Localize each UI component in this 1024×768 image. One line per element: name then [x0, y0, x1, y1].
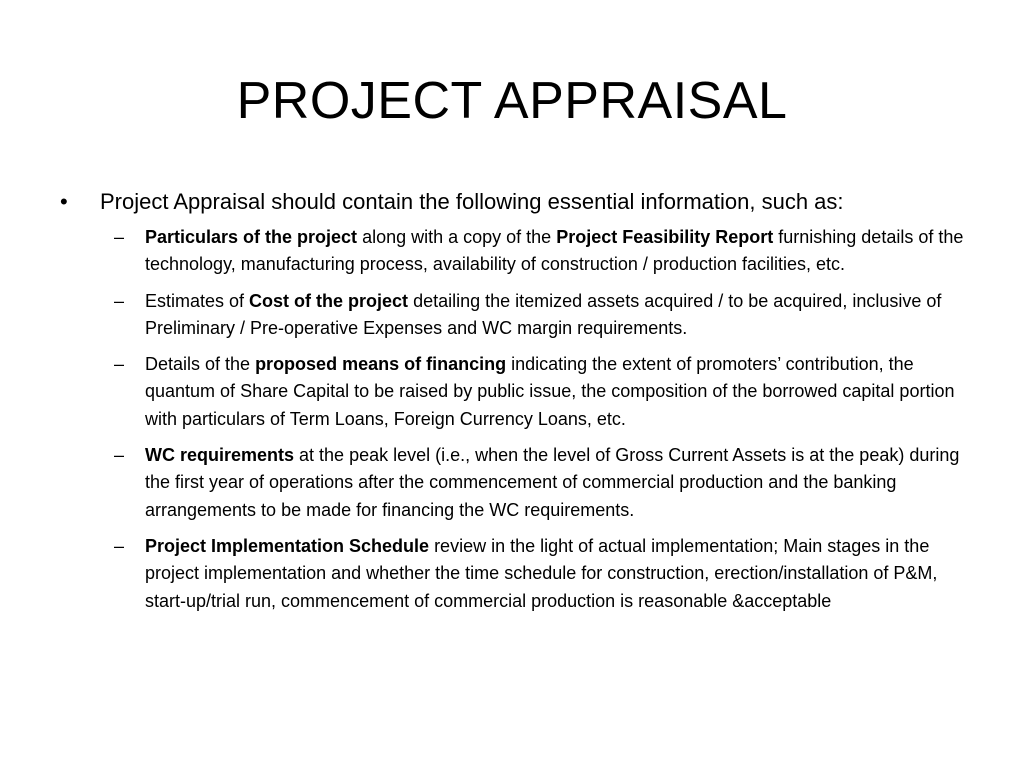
slide-title: PROJECT APPRAISAL: [236, 72, 788, 130]
text-run: indicating the extent of promoters’ contribution, the quantum of Share Capital to be raised by public issue, the composition of the borrowed capital portion with particulars of Term Loans, Foreign Currency Loans, etc.: [145, 354, 955, 429]
text-run: Details of the: [145, 354, 256, 375]
main-bullet: [60, 186, 980, 218]
text-run: along with a copy of the: [357, 227, 557, 247]
intro-text: Project Appraisal should contain the following essential information, such as:: [100, 189, 844, 214]
dash-icon: –: [114, 354, 125, 375]
list-item-text: [145, 533, 964, 615]
text-run: review in the light of actual implementation; Main stages in the project implementation and whether the time schedule for construction, erection/installation of P&M, start-up/trial run, commencement of commercial production is reasonable &acceptable: [145, 535, 938, 611]
dash-icon: –: [114, 227, 125, 247]
dash-icon: –: [114, 535, 125, 556]
bold-phrase: proposed means of financing: [255, 354, 507, 375]
bold-phrase: Project Feasibility Report: [556, 227, 774, 247]
bold-phrase: Project Implementation Schedule: [145, 535, 430, 556]
list-item-text: [145, 224, 964, 279]
list-item-text: [145, 288, 964, 343]
list-item: [114, 533, 964, 615]
bullet-icon: •: [60, 189, 68, 214]
text-run: detailing the itemized assets acquired / to be acquired, inclusive of Preliminary / Pre-operative Expenses and WC margin requirements.: [145, 290, 942, 338]
dash-icon: –: [114, 445, 125, 466]
list-item: [114, 351, 964, 433]
sub-bullet-list: [114, 224, 964, 624]
bold-phrase: Particulars of the project: [145, 227, 358, 247]
list-item-text: [145, 442, 964, 524]
list-item: [114, 224, 964, 279]
text-run: furnishing details of the technology, manufacturing process, availability of construction / production facilities, etc.: [145, 227, 964, 275]
bold-phrase: WC requirements: [145, 445, 295, 466]
text-run: Estimates of: [145, 290, 250, 311]
dash-icon: –: [114, 290, 125, 311]
bold-phrase: Cost of the project: [249, 290, 409, 311]
list-item: [114, 442, 964, 524]
list-item-text: [145, 351, 964, 433]
list-item: [114, 288, 964, 343]
text-run: at the peak level (i.e., when the level of Gross Current Assets is at the peak) during the first year of operations after the commencement of commercial production and the banking arrangements to be made for financing the WC requirements.: [145, 445, 960, 520]
